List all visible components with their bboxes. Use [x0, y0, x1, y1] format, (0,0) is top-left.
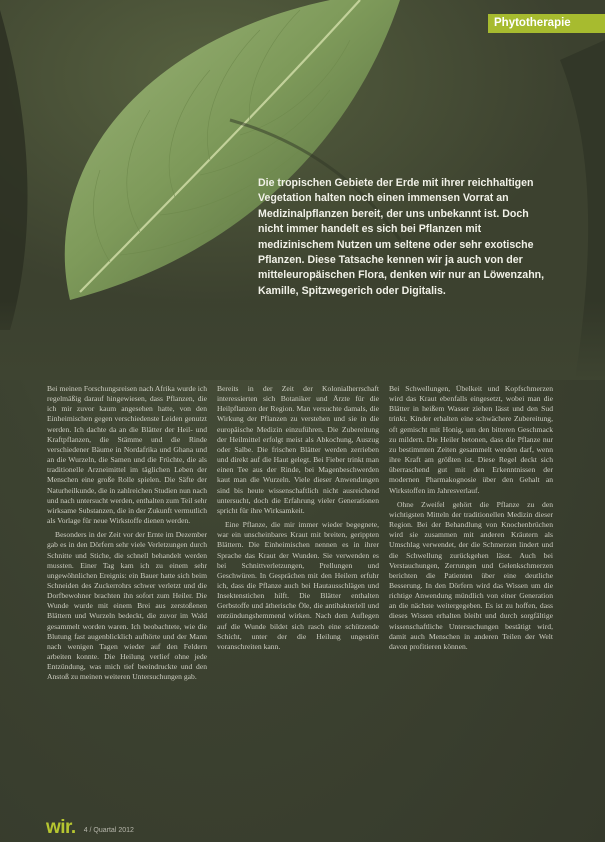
text-column-3 [389, 384, 553, 816]
magazine-logo: wir. [46, 817, 76, 838]
column-paragraph: Bereits in der Zeit der Kolonialherrschaft interessierten sich Botaniker und Ärzte für die Heilpflanzen der Region. Man versuchte damals, die Wirkung der Pflanzen zu verstehen und sie in die europäische Medizin einzuführen. Die Zubereitung der Heilmittel erfolgt meist als Abkochung, Auszug oder Salbe. Die frischen Blätter werden zerrieben und direkt auf die Haut gelegt. Bei Fieber trinkt man einen Tee aus der Rinde, bei Magenbeschwerden kaut man die Wurzeln. Viele dieser Anwendungen sind bis heute wissenschaftlich nicht ausreichend untersucht, doch die Erfahrung vieler Generationen spricht für ihre Wirksamkeit. [217, 384, 379, 515]
text-column-1 [47, 384, 207, 816]
column-paragraph: Eine Pflanze, die mir immer wieder begegnete, war ein unscheinbares Kraut mit breiten, gerippten Blättern. Die Einheimischen nennen es in ihrer Sprache das Kraut der Wunden. Sie verwenden es bei Schnittverletzungen, Prellungen und Geschwüren. In Gesprächen mit den Heilern erfuhr ich, dass die Pflanze auch bei Hautausschlägen und Insektenstichen hilft. Die Blätter enthalten Gerbstoffe und ätherische Öle, die antibakteriell und entzündungshemmend wirken. Nach dem Auflegen auf die Wunde bildet sich rasch eine schützende Schicht, unter der die Heilung ungestört voranschreiten kann. [217, 520, 379, 651]
issue-info: 4 / Quartal 2012 [83, 826, 134, 834]
text-column-2 [217, 384, 379, 816]
section-label: Phytotherapie [488, 14, 605, 33]
page-footer [46, 818, 134, 838]
column-paragraph: Ohne Zweifel gehört die Pflanze zu den wichtigsten Mitteln der traditionellen Medizin dieser Region. Bei der Behandlung von Knochenbrüchen wird sie zusammen mit anderen Kräutern als Umschlag verwendet, der die Schmerzen lindert und die Schwellung zurückgehen lässt. Auch bei Verstauchungen, Zerrungen und Gelenkschmerzen berichten die Patienten über eine deutliche Besserung. In den Dörfern wird das Wissen um die richtige Anwendung mündlich von einer Generation an die nächste weitergegeben. Es ist zu hoffen, dass dieses Wissen erhalten bleibt und durch sorgfältige wissenschaftliche Untersuchungen bestätigt wird, damit auch Menschen in anderen Teilen der Welt davon profitieren können. [389, 499, 553, 651]
column-paragraph: Bei Schwellungen, Übelkeit und Kopfschmerzen wird das Kraut ebenfalls eingesetzt, wobei man die Blätter in heißem Wasser ziehen lässt und den Sud trinkt. Kinder erhalten eine schwächere Zubereitung, oft gemischt mit Honig, um den bitteren Geschmack zu mildern. Die Heiler betonen, dass die Pflanze nur zu bestimmten Zeiten gesammelt werden darf, wenn ihre Kraft am größten ist. Diese Regel deckt sich überraschend gut mit den Erkenntnissen der modernen Pharmakognosie über den Gehalt an Wirkstoffen im Jahresverlauf. [389, 384, 553, 495]
column-paragraph: Besonders in der Zeit vor der Ernte im Dezember gab es in den Dörfern sehr viele Verletzungen durch Schnitte und Stiche, die schnell behandelt werden mussten. Einer Tag kam ich zu einem sehr ungewöhnlichen Ereignis: ein Bauer hatte sich beim Schneiden des Zuckerrohrs schwer verletzt und die Dorfbewohner brachten ihn sofort zum Heiler. Die Wunde wurde mit einem Brei aus zerstoßenen Blättern und Wurzeln bedeckt, die zuvor im Wald gesammelt worden waren. Ich beobachtete, wie die Blutung fast augenblicklich aufhörte und der Mann nach wenigen Tagen wieder auf den Feldern arbeiten konnte. Die Heilung verlief ohne jede Entzündung, was mich tief beeindruckte und den Anstoß zu meinen weiteren Untersuchungen gab. [47, 530, 207, 682]
intro-text: Die tropischen Gebiete der Erde mit ihrer reichhaltigen Vegetation halten noch einen immensen Vorrat an Medizinalpflanzen bereit, der uns unbekannt ist. Doch nicht immer handelt es sich bei Pflanzen mit medizinischem Nutzen um seltene oder sehr exotische Pflanzen. Diese Tatsache kennen wir ja auch von der mitteleuropäischen Flora, denken wir nur an Löwenzahn, Kamille, Spitzwegerich oder Digitalis. [258, 177, 545, 297]
column-paragraph: Bei meinen Forschungsreisen nach Afrika wurde ich regelmäßig darauf hingewiesen, dass Pflanzen, die ich mir zuvor kaum angesehen hatte, von den Einheimischen gegen verschiedenste Leiden genutzt werden. Ich dachte da an die Blätter der Heil- und Kraftpflanzen, die Stämme und die Rinde verschiedener Bäume in Nordafrika und Ghana und an die Wurzeln, die Samen und die Früchte, die als traditionelle Arzneimittel im täglichen Leben der Menschen eine große Rolle spielen. Die Säfte der Naturheilkunde, die in zahlreichen Studien nun nach und nach untersucht werden, enthalten zum Teil sehr wirksame Substanzen, die in der Zukunft vermutlich als Vorlage für neue Wirkstoffe dienen werden. [47, 384, 207, 526]
